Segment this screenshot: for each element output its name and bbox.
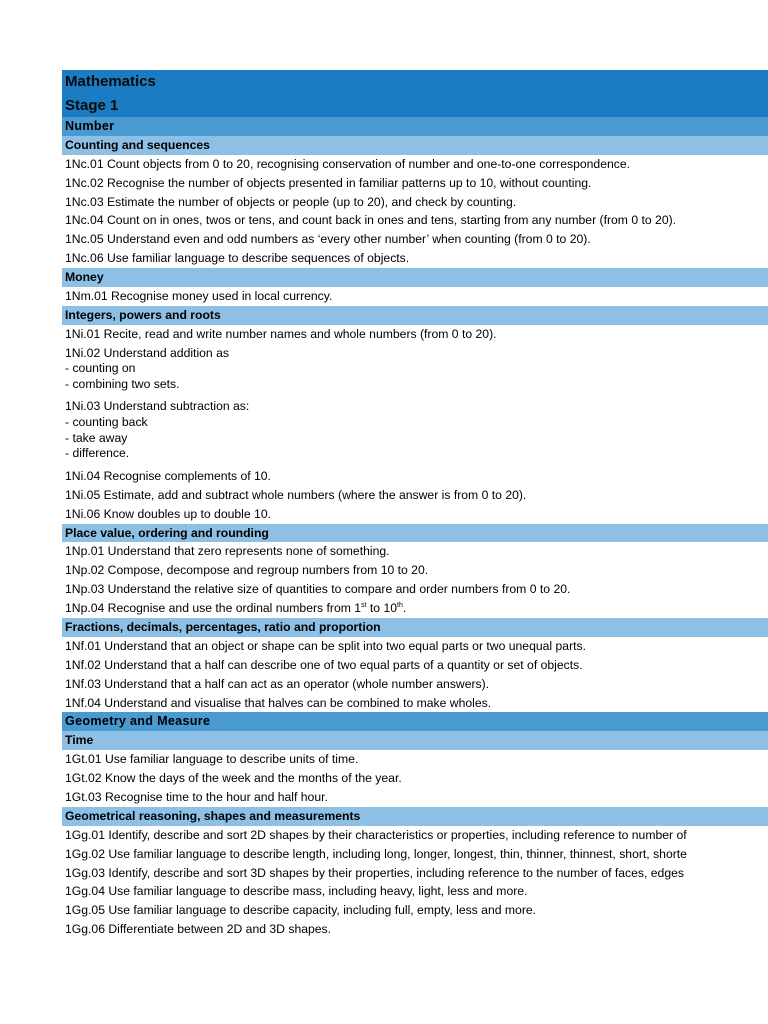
- objective-row: 1Gt.02 Know the days of the week and the months of the year.: [65, 771, 402, 786]
- objective-row: 1Nf.03 Understand that a half can act as an operator (whole number answers).: [65, 676, 490, 691]
- objective-row-multiline: [62, 344, 768, 398]
- objective-row: 1Ni.04 Recognise complements of 10.: [65, 468, 271, 483]
- objective-line: 1Ni.02 Understand addition as: [65, 345, 229, 360]
- objective-fragment-sup2: th: [397, 602, 403, 610]
- objective-row: 1Nf.02 Understand that a half can describe one of two equal parts of a quantity or set of objects.: [65, 657, 583, 672]
- objective-row-multiline: [62, 397, 768, 466]
- objective-row: 1Nm.01 Recognise money used in local currency.: [65, 289, 333, 304]
- objective-fragment-post: .: [402, 601, 407, 616]
- objective-row: 1Gg.06 Differentiate between 2D and 3D shapes.: [65, 922, 332, 937]
- curriculum-sheet: [62, 70, 768, 939]
- substrand-header: Place value, ordering and rounding: [62, 524, 768, 543]
- substrand-header: Counting and sequences: [62, 136, 768, 155]
- objective-row: 1Nc.04 Count on in ones, twos or tens, and count back in ones and tens, starting from any number (from 0 to 20).: [65, 213, 677, 228]
- objective-row: 1Nf.01 Understand that an object or shape can be split into two equal parts or two unequal parts.: [65, 638, 586, 653]
- objective-row: 1Nc.03 Estimate the number of objects or people (up to 20), and check by counting.: [65, 194, 517, 209]
- objective-line: - combining two sets.: [65, 376, 180, 391]
- substrand-header: Time: [62, 731, 768, 750]
- substrand-header: Geometrical reasoning, shapes and measurements: [62, 807, 768, 826]
- objective-row: 1Gg.02 Use familiar language to describe length, including long, longer, longest, thin, thinner, thinnest, short, shorte: [65, 846, 687, 861]
- objective-line: 1Ni.03 Understand subtraction as:: [65, 399, 250, 414]
- objective-fragment-mid: to 10: [366, 601, 398, 616]
- objective-row: 1Np.01 Understand that zero represents none of something.: [65, 544, 390, 559]
- objective-row: 1Gg.03 Identify, describe and sort 3D shapes by their properties, including reference to the number of faces, edges: [65, 865, 684, 880]
- objective-row: 1Nc.02 Recognise the number of objects presented in familiar patterns up to 10, without counting.: [65, 175, 592, 190]
- objective-row: 1Nc.01 Count objects from 0 to 20, recognising conservation of number and one-to-one correspondence.: [65, 156, 631, 171]
- substrand-header: Integers, powers and roots: [62, 306, 768, 325]
- objective-row: 1Nc.05 Understand even and odd numbers as ‘every other number’ when counting (from 0 to 20).: [65, 232, 591, 247]
- objective-row: 1Ni.01 Recite, read and write number names and whole numbers (from 0 to 20).: [65, 326, 497, 341]
- objective-line: - counting back: [65, 415, 148, 430]
- objective-row: 1Ni.05 Estimate, add and subtract whole numbers (where the answer is from 0 to 20).: [65, 487, 527, 502]
- objective-row: [62, 599, 768, 618]
- objective-row: 1Np.03 Understand the relative size of quantities to compare and order numbers from 0 to 20.: [65, 582, 571, 597]
- objective-row: 1Nf.04 Understand and visualise that halves can be combined to make wholes.: [65, 695, 492, 710]
- strand-header: Geometry and Measure: [62, 712, 768, 731]
- strand-header: Number: [62, 117, 768, 136]
- stage-title: Stage 1: [62, 94, 768, 118]
- objective-row: 1Nc.06 Use familiar language to describe sequences of objects.: [65, 251, 410, 266]
- objective-line: - take away: [65, 430, 128, 445]
- objective-line: - difference.: [65, 446, 130, 461]
- objective-row: 1Gg.01 Identify, describe and sort 2D shapes by their characteristics or properties, including reference to number of: [65, 827, 687, 842]
- curriculum-rows: [62, 117, 768, 939]
- objective-fragment-pre: 1Np.04 Recognise and use the ordinal numbers from 1: [65, 601, 362, 616]
- objective-line: - counting on: [65, 361, 136, 376]
- document-title: Mathematics: [62, 70, 768, 94]
- objective-row: 1Gg.05 Use familiar language to describe capacity, including full, empty, less and more.: [65, 903, 537, 918]
- objective-row: 1Np.02 Compose, decompose and regroup numbers from 10 to 20.: [65, 563, 429, 578]
- objective-row: 1Gg.04 Use familiar language to describe mass, including heavy, light, less and more.: [65, 884, 528, 899]
- objective-row: 1Ni.06 Know doubles up to double 10.: [65, 506, 271, 521]
- substrand-header: Money: [62, 268, 768, 287]
- objective-fragment-sup1: st: [361, 602, 367, 610]
- objective-row: 1Gt.03 Recognise time to the hour and half hour.: [65, 789, 328, 804]
- substrand-header: Fractions, decimals, percentages, ratio and proportion: [62, 618, 768, 637]
- objective-row: 1Gt.01 Use familiar language to describe units of time.: [65, 752, 359, 767]
